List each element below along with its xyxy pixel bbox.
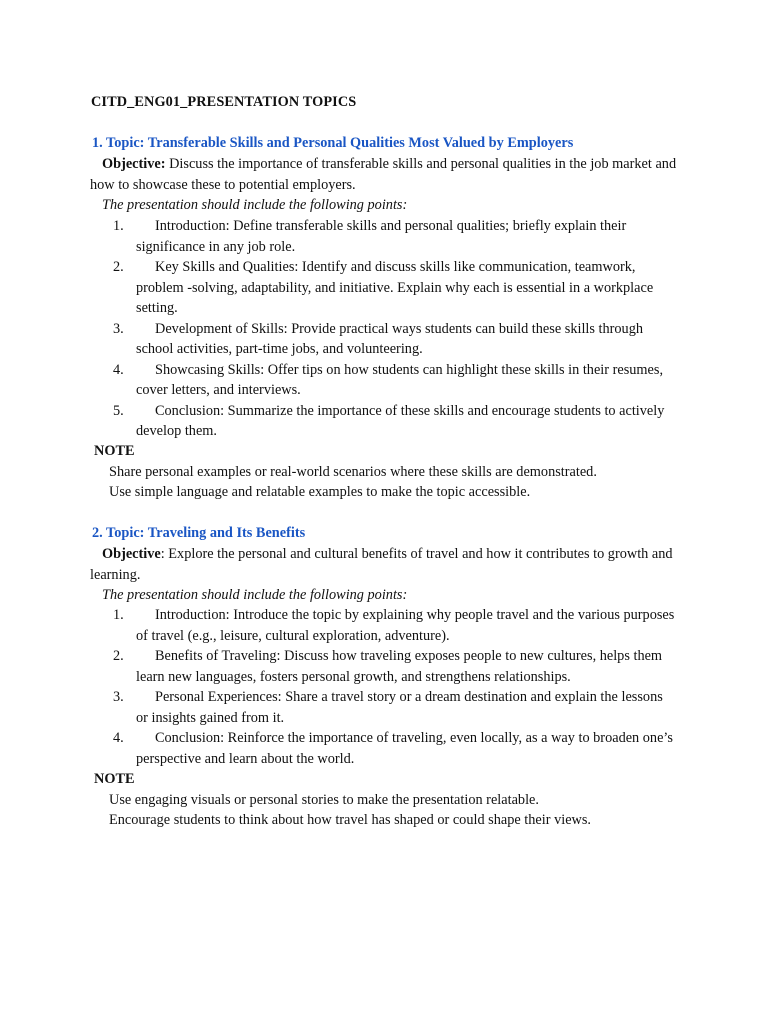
list-item: [0, 360, 676, 401]
points-intro: The presentation should include the following points:: [102, 587, 408, 603]
note-line: Share personal examples or real-world scenarios where these skills are demonstrated.: [109, 464, 597, 480]
objective-label: Objective: [102, 546, 161, 562]
list-number: 4.: [113, 730, 124, 746]
note-label: NOTE: [94, 771, 135, 787]
list-item-text: Introduction: Define transferable skills and personal qualities; briefly explain their significance in any job role.: [136, 218, 627, 255]
list-item-text: Showcasing Skills: Offer tips on how students can highlight these skills in their resumes, cover letters, and interviews.: [136, 361, 664, 398]
objective-text: Discuss the importance of transferable skills and personal qualities in the job market and how to showcase these to potential employers.: [90, 156, 677, 193]
document-title: CITD_ENG01_PRESENTATION TOPICS: [91, 94, 357, 110]
objective-label: Objective:: [102, 156, 166, 172]
list-item-text: Introduction: Introduce the topic by explaining why people travel and the various purposes of travel (e.g., leisure, cultural exploration, adventure).: [136, 607, 675, 644]
list-item-text: Conclusion: Reinforce the importance of traveling, even locally, as a way to broaden one’s perspective and learn about the world.: [136, 730, 673, 767]
list-item-text: Benefits of Traveling: Discuss how traveling exposes people to new cultures, helps them learn new languages, fosters personal growth, and strengthens relationships.: [136, 648, 663, 685]
list-item: [0, 216, 676, 257]
topic-heading: 2. Topic: Traveling and Its Benefits: [92, 525, 306, 541]
list-number: 2.: [113, 259, 124, 275]
points-intro: The presentation should include the following points:: [102, 197, 408, 213]
topic-heading: 1. Topic: Transferable Skills and Personal Qualities Most Valued by Employers: [92, 135, 574, 151]
points-list: [0, 216, 768, 442]
objective-paragraph: [90, 544, 690, 585]
list-item: [0, 605, 676, 646]
list-number: 1.: [113, 218, 124, 234]
list-number: 3.: [113, 320, 124, 337]
note-line: Encourage students to think about how travel has shaped or could shape their views.: [109, 812, 592, 828]
note-label: NOTE: [94, 443, 135, 459]
objective-paragraph: [90, 154, 690, 195]
list-item: [0, 687, 676, 728]
list-item: [0, 319, 676, 360]
list-item: [0, 646, 676, 687]
list-number: 3.: [113, 689, 124, 705]
points-list: [0, 605, 768, 769]
list-item-text: Development of Skills: Provide practical ways students can build these skills through school activities, part-time jobs, and volunteering.: [136, 320, 643, 357]
objective-text: : Explore the personal and cultural benefits of travel and how it contributes to growth and learning.: [90, 546, 673, 583]
list-number: 5.: [113, 402, 124, 419]
list-item-text: Conclusion: Summarize the importance of these skills and encourage students to actively develop them.: [136, 402, 665, 439]
list-item: [0, 728, 676, 769]
list-item-text: Key Skills and Qualities: Identify and discuss skills like communication, teamwork, problem -solving, adaptability, and initiative. Explain why each is essential in a workplace setting.: [136, 259, 654, 316]
list-number: 2.: [113, 648, 124, 664]
list-item: [0, 401, 676, 442]
list-number: 1.: [113, 607, 124, 623]
list-item: [0, 257, 676, 319]
list-number: 4.: [113, 361, 124, 378]
list-item-text: Personal Experiences: Share a travel story or a dream destination and explain the lessons or insights gained from it.: [136, 689, 663, 726]
note-line: Use simple language and relatable examples to make the topic accessible.: [109, 484, 531, 500]
note-line: Use engaging visuals or personal stories to make the presentation relatable.: [109, 792, 539, 808]
